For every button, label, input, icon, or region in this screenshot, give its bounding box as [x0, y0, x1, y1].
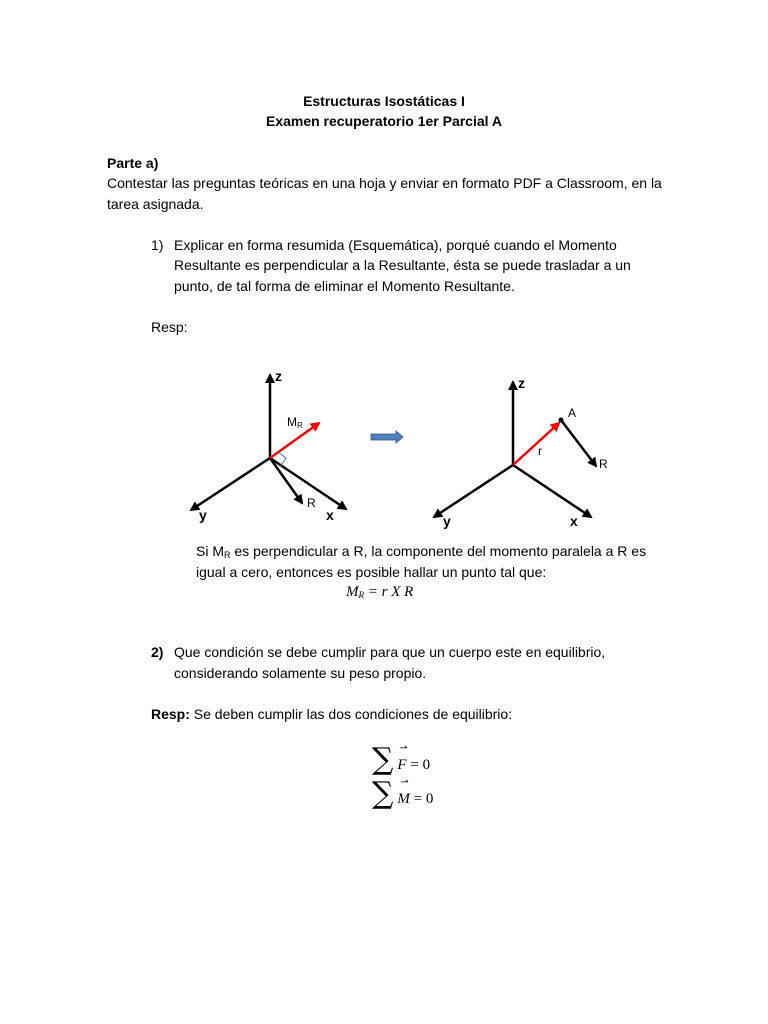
- explanation-line-2: igual a cero, entonces es posible hallar un punto tal que:: [196, 564, 547, 580]
- left-axes: [191, 375, 346, 510]
- left-force-label: R: [307, 496, 316, 510]
- force-vector: ⇀ F: [397, 743, 408, 773]
- question-2-line-2: considerando solamente su peso propio.: [174, 665, 427, 681]
- explanation-line-1: Si $M_R$ es perpendicular a R, la componente del momento paralela a R es: [196, 543, 647, 560]
- moment-vector: ⇀ M: [397, 777, 410, 807]
- right-force-label: R: [599, 457, 608, 471]
- left-x-label: x: [326, 507, 334, 523]
- question-1-line-1: Explicar en forma resumida (Esquemática), porqué cuando el Momento: [174, 237, 617, 253]
- left-z-label: z: [275, 368, 282, 384]
- left-y-label: y: [199, 507, 207, 523]
- point-a-label: A: [568, 406, 577, 420]
- left-moment-label: MR: [287, 415, 303, 430]
- sigma-symbol: ∑: [372, 776, 394, 811]
- question-2-number: 2): [151, 644, 164, 660]
- right-x-axis: [513, 465, 591, 517]
- question-2-resp: Resp: Se deben cumplir las dos condiciones de equilibrio:: [151, 706, 513, 722]
- r-vector-label: r: [538, 444, 542, 458]
- right-y-axis: [434, 465, 513, 517]
- sum-moments-equation: ∑ ⇀ M = 0: [372, 778, 433, 815]
- part-heading: Parte a): [107, 155, 159, 171]
- right-x-label: x: [570, 513, 578, 529]
- right-force-r-arrow: [561, 420, 596, 466]
- question-1-line-2: Resultante es perpendicular a la Resultante, ésta se puede trasladar a un: [174, 257, 631, 273]
- point-a: [559, 418, 564, 423]
- question-1-number: 1): [151, 237, 164, 253]
- intro-line-2: tarea asignada.: [107, 196, 204, 212]
- right-axes: [434, 382, 596, 517]
- question-1-line-3: punto, de tal forma de eliminar el Momento Resultante.: [174, 278, 515, 294]
- sigma-symbol: ∑: [372, 742, 394, 777]
- right-y-label: y: [443, 513, 451, 529]
- question-1-resp-label: Resp:: [151, 319, 188, 335]
- left-force-r-arrow: [270, 458, 302, 503]
- course-title: Estructuras Isostáticas I: [303, 93, 465, 109]
- sum-forces-equation: ∑ ⇀ F = 0: [372, 744, 430, 781]
- question-2-line-1: Que condición se debe cumplir para que un cuerpo este en equilibrio,: [174, 644, 606, 660]
- equation-mr: $M_R = r$ X R: [346, 584, 414, 600]
- transition-arrow: [371, 431, 403, 443]
- right-z-label: z: [518, 375, 525, 391]
- left-y-axis: [191, 458, 270, 510]
- exam-title: Examen recuperatorio 1er Parcial A: [265, 113, 503, 129]
- position-vector-r: [513, 423, 559, 465]
- intro-line-1: Contestar las preguntas teóricas en una hoja y enviar en formato PDF a Classroom, en la: [107, 175, 662, 191]
